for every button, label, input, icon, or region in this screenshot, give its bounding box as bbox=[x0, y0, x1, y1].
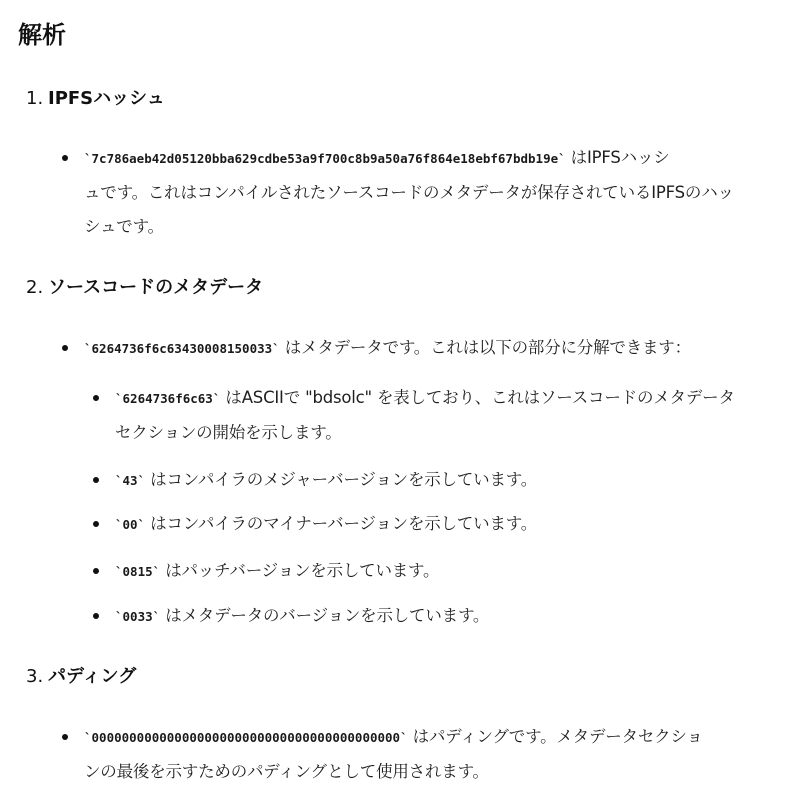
section-title: IPFSハッシュ bbox=[48, 88, 165, 109]
page-title: 解析 bbox=[18, 21, 66, 49]
section-title: パディング bbox=[48, 666, 137, 687]
item-text: はASCIIで "bdsolc" を表しており、これはソースコードのメタデータ bbox=[220, 388, 735, 407]
section-heading-ipfs-hash bbox=[26, 86, 165, 112]
sub-list-item-metadata-version bbox=[115, 599, 489, 634]
bullet-icon bbox=[93, 521, 99, 527]
section-number: 3. bbox=[26, 666, 44, 687]
section-number: 1. bbox=[26, 88, 44, 109]
item-text: はパディングです。メタデータセクショ bbox=[407, 727, 703, 746]
list-item-padding bbox=[84, 720, 703, 789]
inline-code: `43` bbox=[115, 473, 146, 488]
item-text: はIPFSハッシ bbox=[565, 148, 670, 167]
section-heading-padding bbox=[26, 664, 136, 690]
section-title: ソースコードのメタデータ bbox=[48, 277, 264, 298]
inline-code: `7c786aeb42d05120bba629cdbe53a9f700c8b9a50a76f864e18ebf67bdb19e` bbox=[84, 151, 566, 166]
item-text: はパッチバージョンを示しています。 bbox=[160, 561, 440, 580]
section-heading-metadata bbox=[26, 275, 263, 301]
bullet-icon bbox=[62, 345, 68, 351]
item-text: はコンパイラのマイナーバージョンを示しています。 bbox=[145, 514, 538, 533]
item-text: はメタデータです。これは以下の部分に分解できます： bbox=[279, 338, 691, 357]
section-number: 2. bbox=[26, 277, 44, 298]
item-text: セクションの開始を示します。 bbox=[115, 423, 342, 442]
list-item-ipfs-hash bbox=[84, 141, 734, 244]
inline-code: `0815` bbox=[115, 564, 161, 579]
item-text: ンの最後を示すためのパディングとして使用されます。 bbox=[84, 762, 489, 781]
item-text: ュです。これはコンパイルされたソースコードのメタデータが保存されているIPFSのハッ bbox=[84, 183, 734, 202]
bullet-icon bbox=[62, 734, 68, 740]
inline-code: `00` bbox=[115, 517, 146, 532]
bullet-icon bbox=[93, 613, 99, 619]
sub-list-item-major-version bbox=[115, 463, 537, 498]
sub-list-item-patch-version bbox=[115, 554, 439, 589]
bullet-icon bbox=[93, 395, 99, 401]
bullet-icon bbox=[62, 155, 68, 161]
sub-list-item-bdsolc bbox=[115, 381, 735, 450]
item-text: シュです。 bbox=[84, 217, 164, 236]
sub-list-item-minor-version bbox=[115, 507, 537, 542]
bullet-icon bbox=[93, 477, 99, 483]
item-text: はメタデータのバージョンを示しています。 bbox=[160, 606, 490, 625]
inline-code: `6264736f6c63` bbox=[115, 391, 221, 406]
inline-code: `6264736f6c63430008150033` bbox=[84, 341, 280, 356]
item-text: はコンパイラのメジャーバージョンを示しています。 bbox=[145, 470, 538, 489]
inline-code: `00000000000000000000000000000000000000000` bbox=[84, 730, 408, 745]
list-item-metadata bbox=[84, 331, 691, 366]
bullet-icon bbox=[93, 568, 99, 574]
inline-code: `0033` bbox=[115, 609, 161, 624]
